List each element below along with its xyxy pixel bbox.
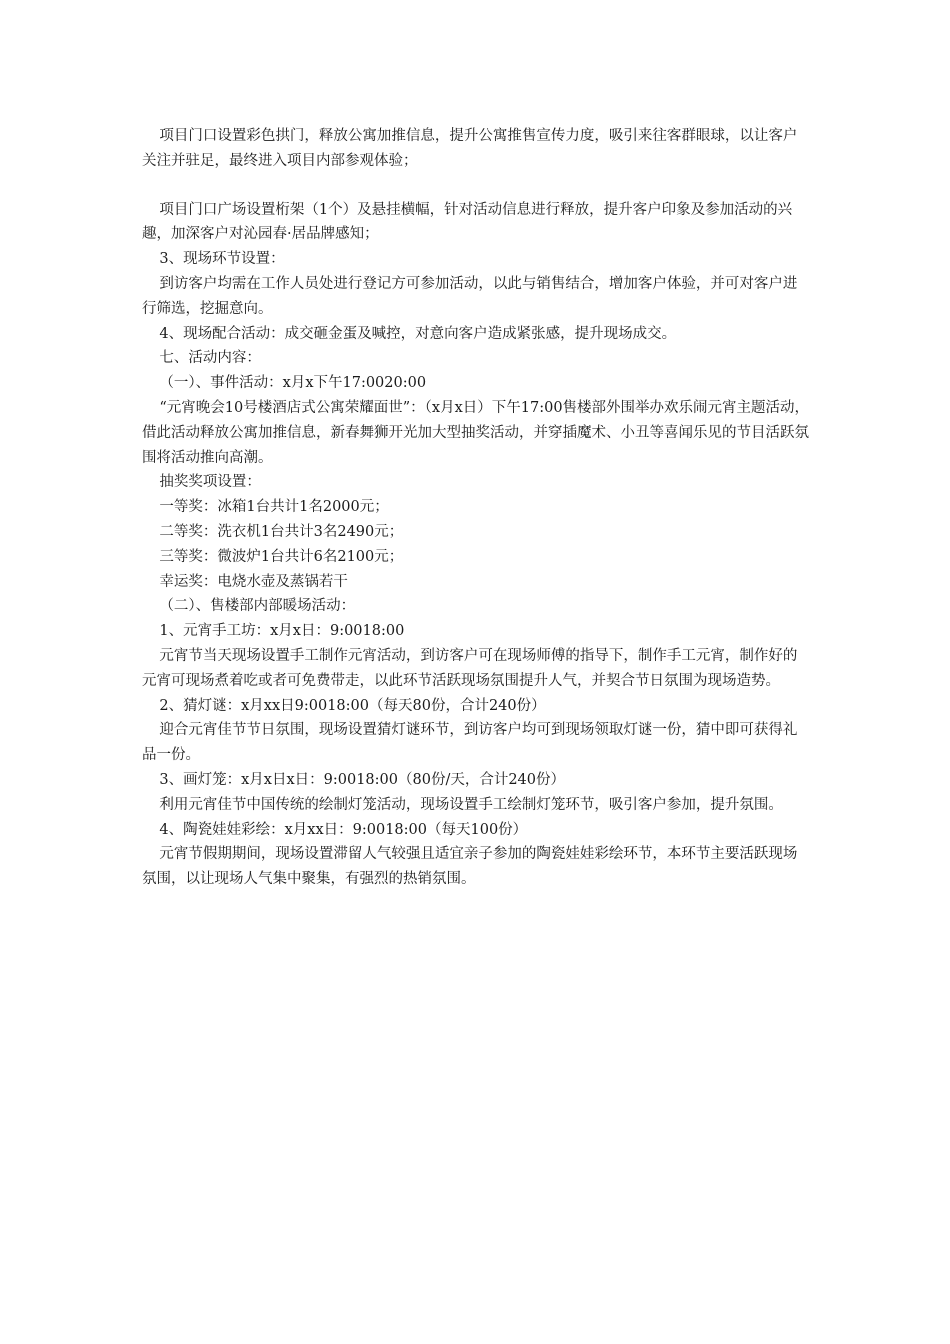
- prize-lucky: 幸运奖：电烧水壶及蒸锅若干: [159, 573, 348, 590]
- heading-activity-content: 七、活动内容：: [159, 350, 261, 367]
- paragraph-lantern-gala: “元宵晚会10号楼酒店式公寓荣耀面世”：（x月x日）下午17:00售楼部外围举办欢乐闹元宵主题活动，借此活动释放公寓加推信息，新春舞狮开光加大型抽奖活动，并穿插魔术、小丑等喜闻乐见的节目活跃氛围将活动推向高潮。: [142, 399, 810, 466]
- heading-lantern-painting: 3、画灯笼：x月x日x日：9:0018:00（80份/天，合计240份）: [159, 771, 566, 788]
- heading-onsite-activities: 4、现场配合活动：成交砸金蛋及喊控，对意向客户造成紧张感，提升现场成交。: [159, 325, 677, 342]
- paragraph-lantern-riddles: 迎合元宵佳节节日氛围，现场设置猜灯谜环节，到访客户均可到现场领取灯谜一份，猜中即可获得礼品一份。: [142, 722, 798, 764]
- paragraph-truss-banner: 项目门口广场设置桁架（1个）及悬挂横幅，针对活动信息进行释放，提升客户印象及参加活动的兴趣，加深客户对沁园春·居品牌感知；: [142, 201, 793, 243]
- prize-first: 一等奖：冰箱1台共计1名2000元；: [159, 499, 389, 516]
- heading-lantern-riddles: 2、猜灯谜：x月xx日9:0018:00（每天80份，合计240份）: [159, 697, 546, 714]
- heading-onsite-setup: 3、现场环节设置：: [159, 251, 285, 268]
- paragraph-lantern-painting: 利用元宵佳节中国传统的绘制灯笼活动，现场设置手工绘制灯笼环节，吸引客户参加，提升氛围。: [159, 796, 783, 813]
- paragraph-ceramic-doll: 元宵节假期期间，现场设置滞留人气较强且适宜亲子参加的陶瓷娃娃彩绘环节，本环节主要活跃现场氛围，以让现场人气集中聚集，有强烈的热销氛围。: [142, 846, 798, 888]
- paragraph-archway: 项目门口设置彩色拱门，释放公寓加推信息，提升公寓推售宣传力度，吸引来往客群眼球，以让客户关注并驻足，最终进入项目内部参观体验；: [142, 128, 798, 169]
- subheading-event-activity: （一）、事件活动：x月x下午17:0020:00: [159, 375, 427, 392]
- prize-second: 二等奖：洗衣机1台共计3名2490元；: [159, 523, 404, 540]
- heading-yuanxiao-workshop: 1、元宵手工坊：x月x日：9:0018:00: [159, 623, 405, 640]
- heading-ceramic-doll: 4、陶瓷娃娃彩绘：x月xx日：9:0018:00（每天100份）: [159, 821, 528, 838]
- prize-third: 三等奖：微波炉1台共计6名2100元；: [159, 548, 404, 565]
- paragraph-yuanxiao-workshop: 元宵节当天现场设置手工制作元宵活动，到访客户可在现场师傅的指导下，制作手工元宵，制作好的元宵可现场煮着吃或者可免费带走，以此环节活跃现场氛围提升人气，并契合节日氛围为现场造势。: [142, 647, 798, 689]
- subheading-warmup-activities: （二）、售楼部内部暖场活动：: [159, 598, 356, 615]
- paragraph-registration: 到访客户均需在工作人员处进行登记方可参加活动，以此与销售结合，增加客户体验，并可对客户进行筛选，挖掘意向。: [142, 275, 798, 317]
- document-body: [142, 124, 810, 892]
- heading-prize-setup: 抽奖奖项设置：: [159, 474, 261, 491]
